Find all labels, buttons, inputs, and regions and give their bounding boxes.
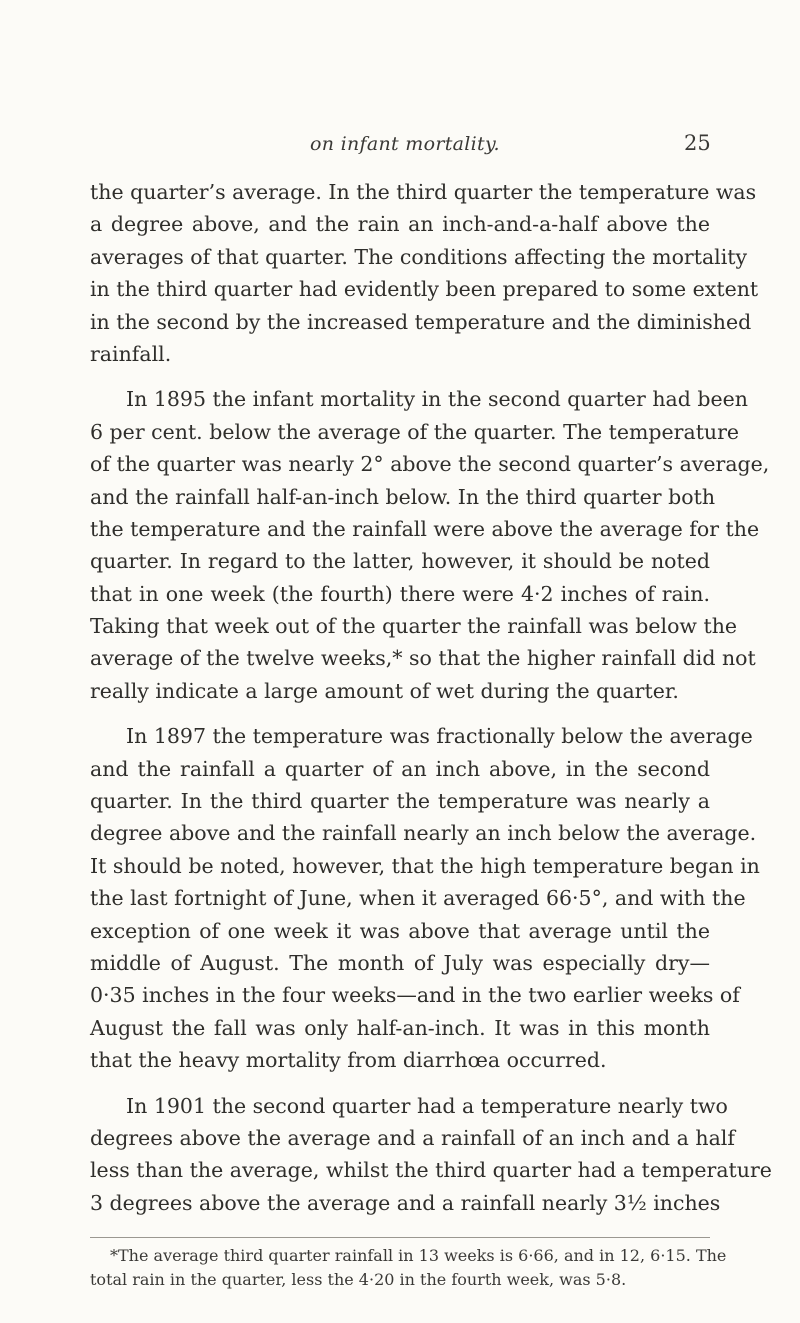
text-line: that in one week (the fourth) there were 4·2 inches of rain.: [90, 581, 710, 606]
text-line: average of the twelve weeks,* so that the higher rainfall did not: [90, 646, 756, 671]
footnote: [90, 1244, 727, 1292]
footnote-line: total rain in the quarter, less the 4·20 in the fourth week, was 5·8.: [90, 1270, 627, 1289]
text-line: rainfall.: [90, 341, 172, 366]
text-line: quarter. In regard to the latter, however, it should be noted: [90, 549, 710, 574]
page-number: 25: [684, 131, 711, 155]
text-line: a degree above, and the rain an inch-and-a-half above the: [90, 212, 710, 237]
text-line: In 1901 the second quarter had a temperature nearly two: [126, 1093, 728, 1118]
paragraph-1: [90, 176, 759, 370]
text-line: 6 per cent. below the average of the quarter. The temperature: [90, 419, 740, 444]
running-head: [0, 133, 800, 163]
text-line: less than the average, whilst the third quarter had a temperature: [90, 1158, 772, 1183]
text-line: in the second by the increased temperature and the diminished: [90, 309, 752, 334]
text-line: exception of one week it was above that average until the: [90, 918, 710, 943]
text-line: It should be noted, however, that the high temperature began in: [90, 853, 760, 878]
text-line: that the heavy mortality from diarrhœa occurred.: [90, 1048, 607, 1073]
paragraph-gap: [90, 1077, 710, 1090]
text-line: In 1897 the temperature was fractionally below the average: [126, 724, 753, 749]
paragraph-4: [90, 1090, 772, 1220]
text-line: August the fall was only half-an-inch. It was in this month: [90, 1015, 710, 1040]
text-line: 0·35 inches in the four weeks—and in the two earlier weeks of: [90, 983, 740, 1008]
running-title: on infant mortality.: [310, 133, 500, 155]
text-line: 3 degrees above the average and a rainfall nearly 3½ inches: [90, 1190, 721, 1215]
paragraph-gap: [90, 370, 710, 383]
text-line: really indicate a large amount of wet during the quarter.: [90, 678, 679, 703]
text-line: In 1895 the infant mortality in the second quarter had been: [126, 387, 748, 412]
text-line: Taking that week out of the quarter the rainfall was below the: [90, 614, 738, 639]
text-line: degree above and the rainfall nearly an inch below the average.: [90, 821, 757, 846]
text-line: of the quarter was nearly 2° above the second quarter’s average,: [90, 452, 770, 477]
text-line: the temperature and the rainfall were above the average for the: [90, 516, 760, 541]
paragraph-2: [90, 383, 770, 707]
text-line: in the third quarter had evidently been prepared to some extent: [90, 277, 759, 302]
text-line: averages of that quarter. The conditions affecting the mortality: [90, 244, 748, 269]
body-text: [90, 176, 772, 1219]
paragraph-gap: [90, 707, 710, 720]
text-line: the quarter’s average. In the third quarter the temperature was: [90, 180, 757, 204]
text-line: and the rainfall half-an-inch below. In the third quarter both: [90, 484, 716, 509]
paragraph-3: [90, 720, 760, 1076]
text-line: degrees above the average and a rainfall of an inch and a half: [90, 1125, 735, 1150]
text-line: the last fortnight of June, when it averaged 66·5°, and with the: [90, 886, 746, 911]
footnote-line: *The average third quarter rainfall in 13 weeks is 6·66, and in 12, 6·15. The: [110, 1246, 727, 1265]
text-line: middle of August. The month of July was especially dry—: [90, 950, 710, 975]
text-line: quarter. In the third quarter the temperature was nearly a: [90, 789, 710, 814]
text-line: and the rainfall a quarter of an inch above, in the second: [90, 756, 710, 781]
footnote-rule: [90, 1237, 710, 1238]
